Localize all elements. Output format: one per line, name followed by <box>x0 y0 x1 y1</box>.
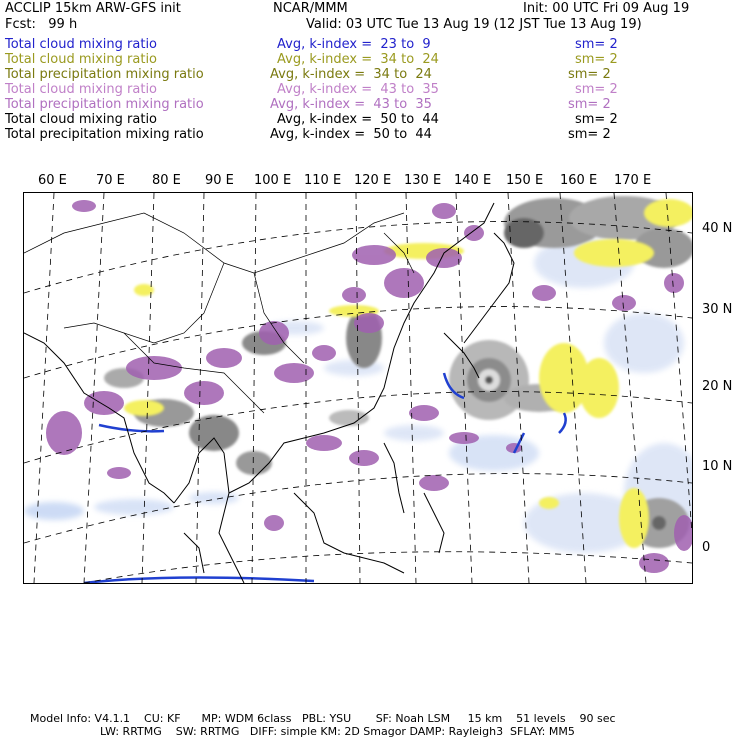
legend-field: Total precipitation mixing ratio <box>5 97 204 112</box>
legend-avg: Avg, k-index = 34 to 24 <box>277 52 439 67</box>
legend-field: Total cloud mixing ratio <box>5 37 158 52</box>
legend-avg: Avg, k-index = 50 to 44 <box>270 127 432 142</box>
legend-row <box>5 97 730 112</box>
lon-label: 160 E <box>560 173 598 188</box>
lat-label: 0 <box>702 540 711 555</box>
lon-label: 130 E <box>404 173 442 188</box>
lon-label: 90 E <box>205 173 234 188</box>
legend-smooth: sm= 2 <box>575 52 618 67</box>
lon-label: 140 E <box>454 173 492 188</box>
forecast-hour: Fcst: 99 h <box>5 17 78 32</box>
lon-label: 80 E <box>152 173 181 188</box>
legend-smooth: sm= 2 <box>568 127 611 142</box>
lon-label: 170 E <box>614 173 652 188</box>
legend-smooth: sm= 2 <box>575 37 618 52</box>
legend-field: Total cloud mixing ratio <box>5 112 158 127</box>
legend-smooth: sm= 2 <box>575 82 618 97</box>
lat-label: 20 N <box>702 379 733 394</box>
lat-label: 40 N <box>702 221 733 236</box>
lon-label: 70 E <box>96 173 125 188</box>
lon-label: 150 E <box>506 173 544 188</box>
legend-avg: Avg, k-index = 43 to 35 <box>277 82 439 97</box>
legend-row <box>5 52 730 67</box>
lat-label: 30 N <box>702 302 733 317</box>
legend-smooth: sm= 2 <box>575 112 618 127</box>
legend-field: Total precipitation mixing ratio <box>5 127 204 142</box>
legend-avg: Avg, k-index = 34 to 24 <box>270 67 432 82</box>
legend-row <box>5 37 730 52</box>
lon-label: 100 E <box>254 173 292 188</box>
valid-time: Valid: 03 UTC Tue 13 Aug 19 (12 JST Tue 13 Aug 19) <box>306 17 642 32</box>
init-time: Init: 00 UTC Fri 09 Aug 19 <box>523 1 690 16</box>
center-name: NCAR/MMM <box>273 1 348 16</box>
model-info-line2: LW: RRTMG SW: RRTMG DIFF: simple KM: 2D Smagor DAMP: Rayleigh3 SFLAY: MM5 <box>100 725 575 738</box>
lon-label: 60 E <box>38 173 67 188</box>
map-panel <box>23 192 693 584</box>
lat-label: 10 N <box>702 459 733 474</box>
model-info-line1: Model Info: V4.1.1 CU: KF MP: WDM 6class PBL: YSU SF: Noah LSM 15 km 51 levels 90 sec <box>30 712 616 725</box>
model-title: ACCLIP 15km ARW-GFS init <box>5 1 181 16</box>
legend-row <box>5 112 730 127</box>
legend-avg: Avg, k-index = 43 to 35 <box>270 97 432 112</box>
legend-avg: Avg, k-index = 50 to 44 <box>277 112 439 127</box>
lon-label: 110 E <box>304 173 342 188</box>
legend-field: Total cloud mixing ratio <box>5 52 158 67</box>
lon-label: 120 E <box>354 173 392 188</box>
map-canvas <box>24 193 692 583</box>
legend-smooth: sm= 2 <box>568 67 611 82</box>
legend-field: Total cloud mixing ratio <box>5 82 158 97</box>
legend-field: Total precipitation mixing ratio <box>5 67 204 82</box>
legend-smooth: sm= 2 <box>568 97 611 112</box>
legend-row <box>5 67 730 82</box>
legend-avg: Avg, k-index = 23 to 9 <box>277 37 431 52</box>
legend-row <box>5 127 730 142</box>
legend-row <box>5 82 730 97</box>
